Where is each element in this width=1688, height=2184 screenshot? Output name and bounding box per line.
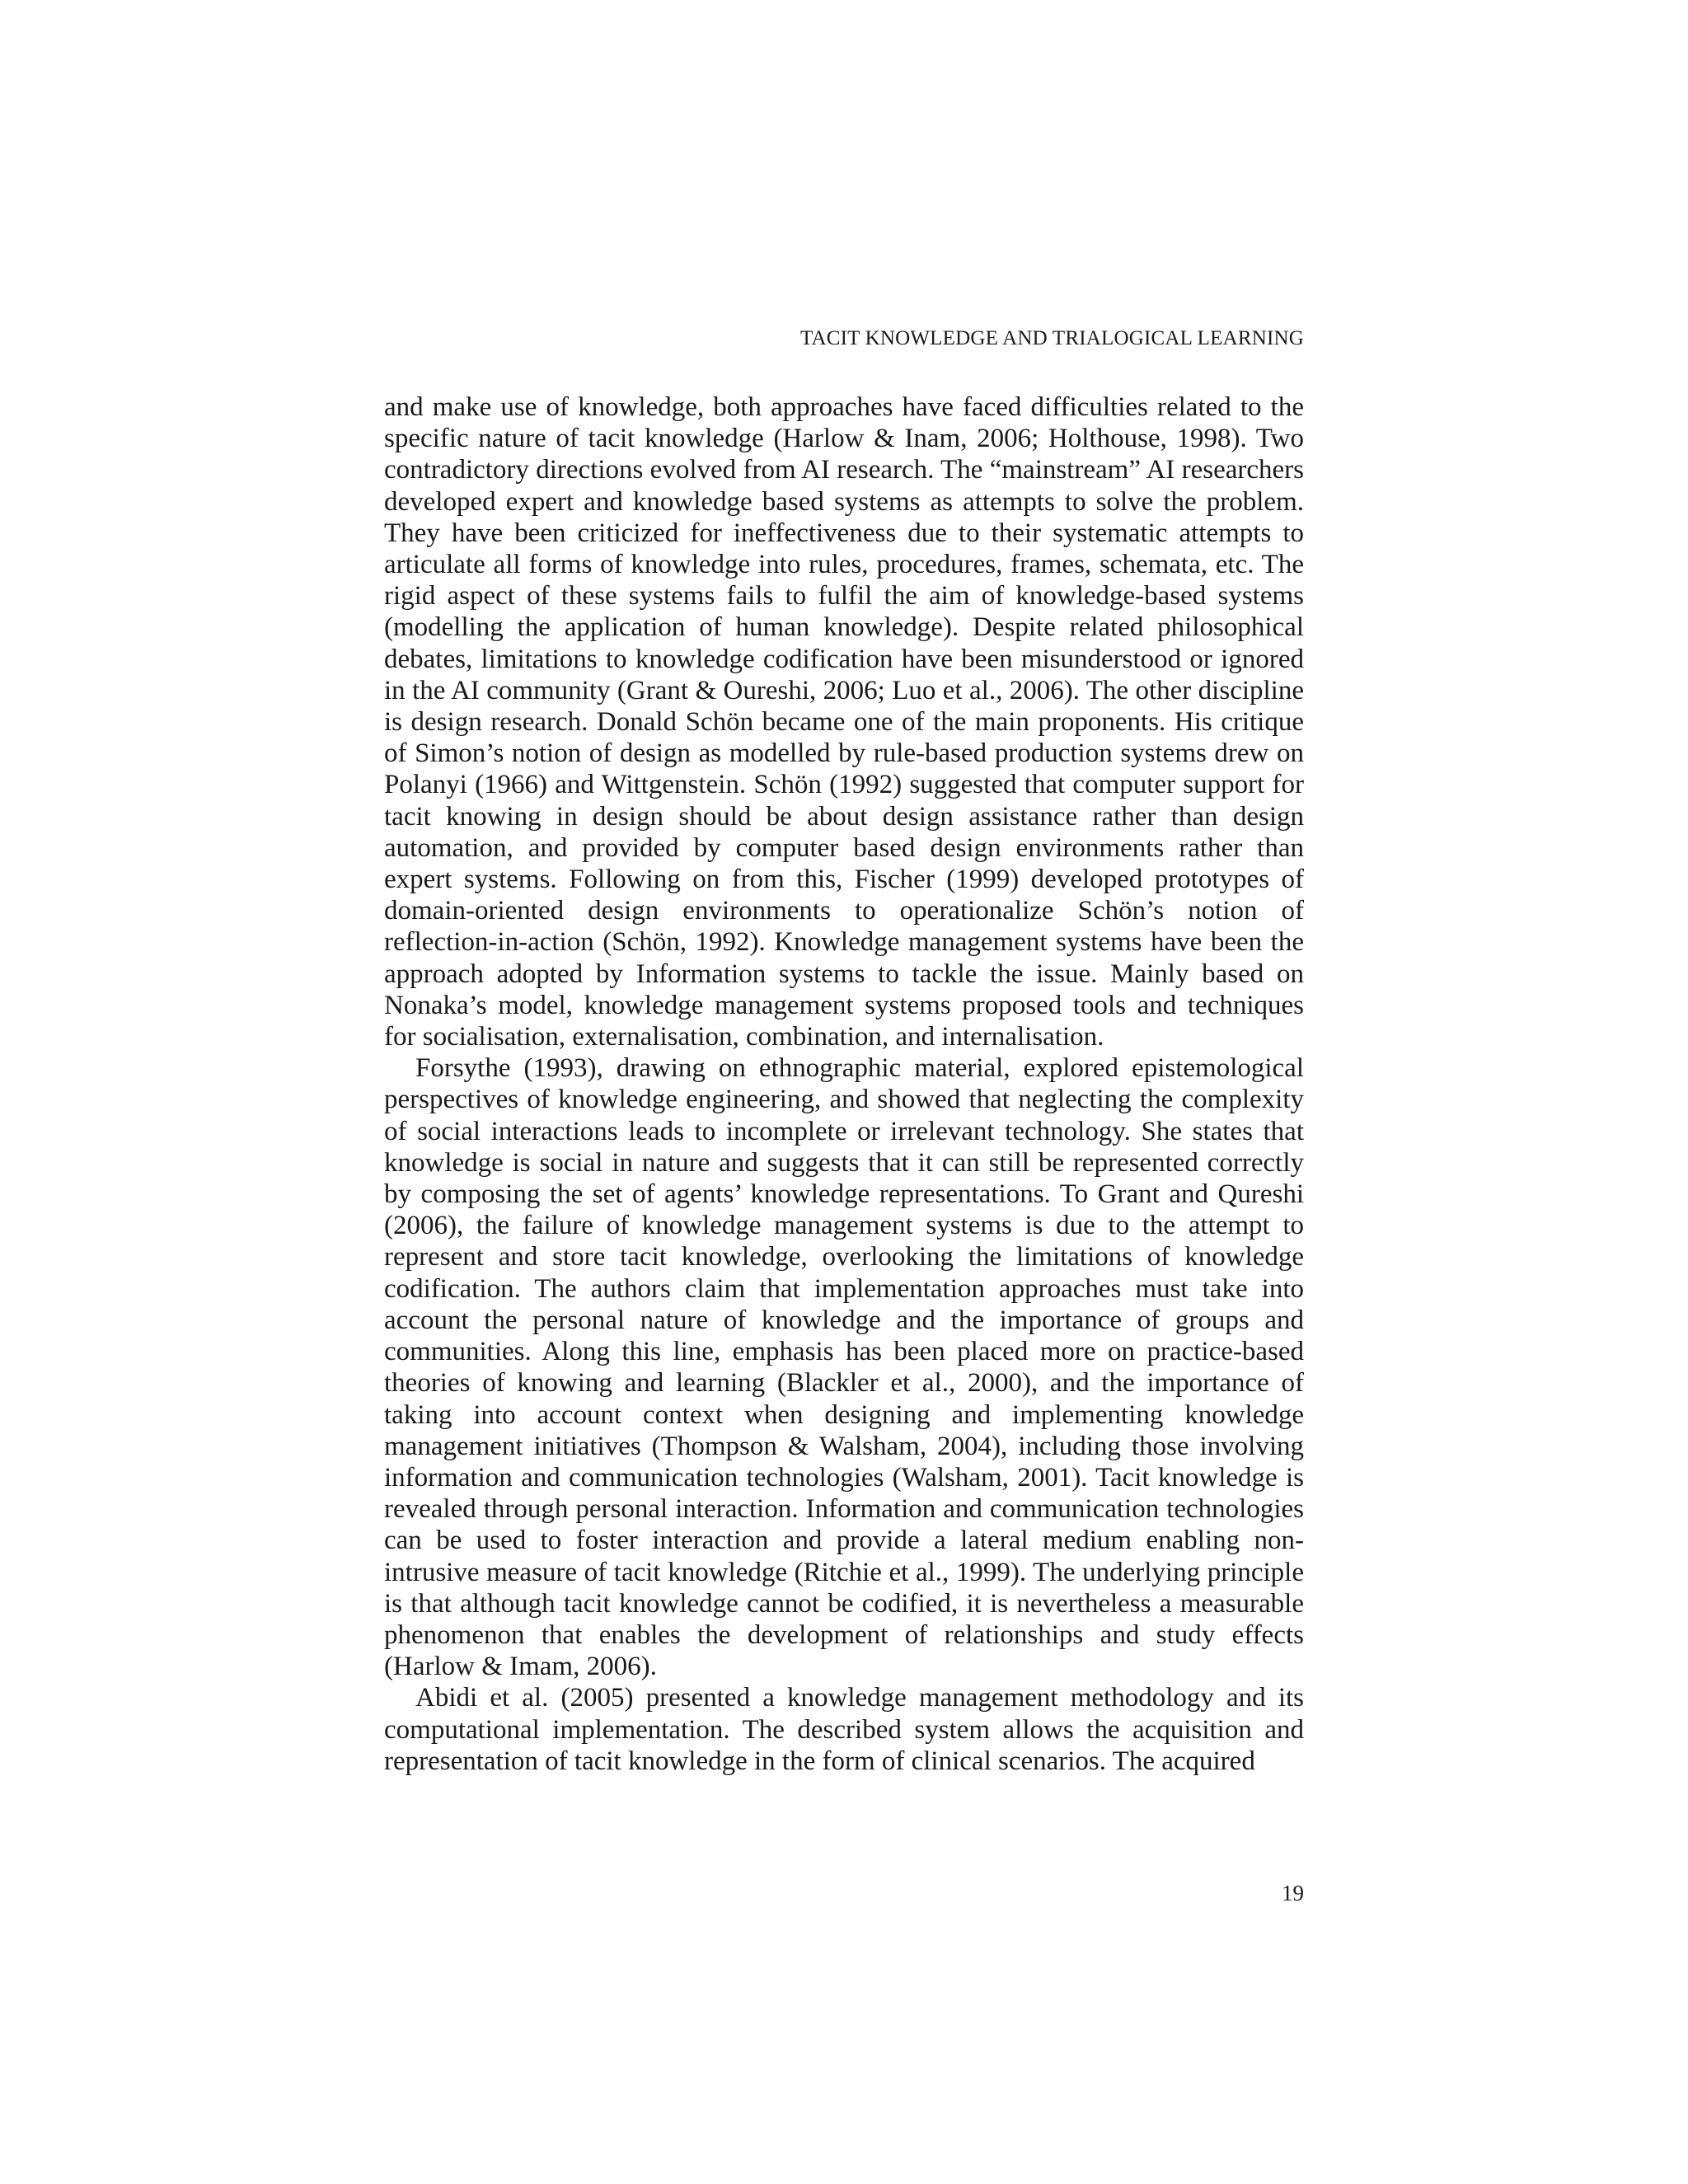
paragraph-3: Abidi et al. (2005) presented a knowledge management methodology and its computational implementation. The described system allows the acquisition and representation of tacit knowledge in the form of clinical scenarios. The acquired [384,1683,1304,1776]
paragraph-2: Forsythe (1993), drawing on ethnographic material, explored epistemological perspectives of knowledge engineering, and showed that neglecting the complexity of social interactions leads to incomplete or irrelevant technology. She states that knowledge is social in nature and suggests that it can still be represented correctly by composing the set of agents’ knowledge representations. To Grant and Qureshi (2006), the failure of knowledge management systems is due to the attempt to represent and store tacit knowledge, overlooking the limitations of knowledge codification. The authors claim that implementation approaches must take into account the personal nature of knowledge and the importance of groups and communities. Along this line, emphasis has been placed more on practice-based theories of knowing and learning (Blackler et al., 2000), and the importance of taking into account context when designing and implementing knowledge management initiatives (Thompson & Walsham, 2004), including those involving information and communication technologies (Walsham, 2001). Tacit knowledge is revealed through personal interaction. Information and communication technologies can be used to foster interaction and provide a lateral medium enabling non-intrusive measure of tacit knowledge (Ritchie et al., 1999). The underlying principle is that although tacit knowledge cannot be codified, it is nevertheless a measurable phenomenon that enables the development of relationships and study effects (Harlow & Imam, 2006). [384,1053,1304,1682]
paragraph-1: and make use of knowledge, both approaches have faced difficulties related to the specific nature of tacit knowledge (Harlow & Inam, 2006; Holthouse, 1998). Two contradictory directions evolved from AI research. The “mainstream” AI researchers developed expert and knowledge based systems as attempts to solve the problem. They have been criticized for ineffectiveness due to their systematic attempts to articulate all forms of knowledge into rules, procedures, frames, schemata, etc. The rigid aspect of these systems fails to fulfil the aim of knowledge-based systems (modelling the application of human knowledge). Despite related philosophical debates, limitations to knowledge codification have been misunderstood or ignored in the AI community (Grant & Oureshi, 2006; Luo et al., 2006). The other discipline is design research. Donald Schön became one of the main proponents. His critique of Simon’s notion of design as modelled by rule-based production systems drew on Polanyi (1966) and Wittgenstein. Schön (1992) suggested that computer support for tacit knowing in design should be about design assistance rather than design automation, and provided by computer based design environments rather than expert systems. Following on from this, Fischer (1999) developed prototypes of domain-oriented design environments to operationalize Schön’s notion of reflection-in-action (Schön, 1992). Knowledge management systems have been the approach adopted by Information systems to tackle the issue. Mainly based on Nonaka’s model, knowledge management systems proposed tools and techniques for socialisation, externalisation, combination, and internalisation. [384,392,1304,1052]
body-text [384,391,1304,1777]
running-head: TACIT KNOWLEDGE AND TRIALOGICAL LEARNING [799,327,1304,349]
page-number: 19 [1282,1881,1304,1905]
